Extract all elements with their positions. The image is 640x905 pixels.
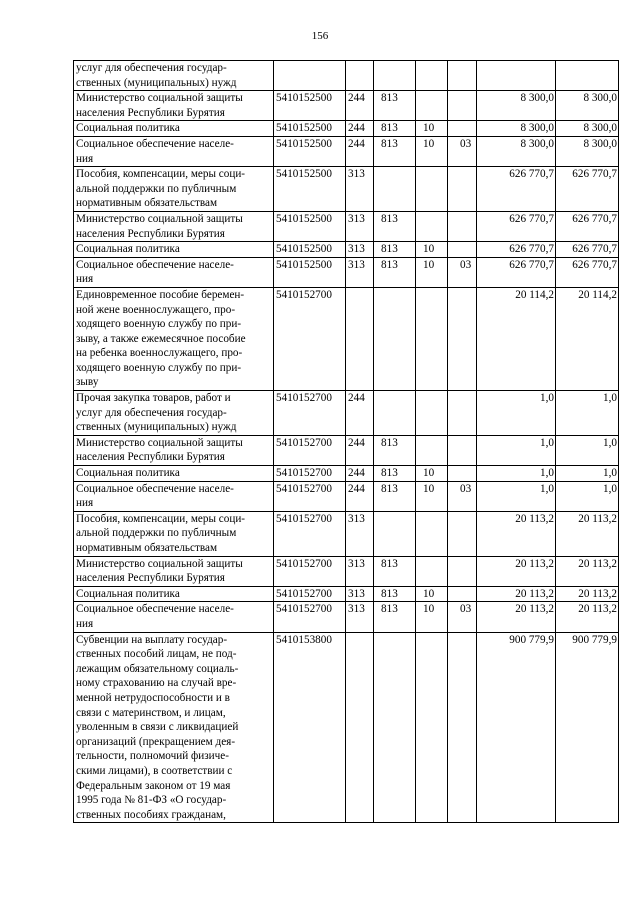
row-sum-1: 626 770,7 — [477, 211, 556, 241]
row-csr: 5410152700 — [274, 435, 346, 465]
row-vr: 244 — [346, 466, 374, 482]
row-name: Социальное обеспечение населе- ния — [74, 257, 274, 287]
row-vr: 244 — [346, 121, 374, 137]
row-csr: 5410152500 — [274, 121, 346, 137]
row-pr — [448, 91, 477, 121]
row-vr: 313 — [346, 242, 374, 258]
row-rz — [416, 211, 448, 241]
row-sum-1: 626 770,7 — [477, 257, 556, 287]
row-csr: 5410152500 — [274, 211, 346, 241]
table-row — [74, 632, 619, 823]
row-rz: 10 — [416, 466, 448, 482]
row-pr: 03 — [448, 136, 477, 166]
row-rz — [416, 61, 448, 91]
row-sum-1: 20 113,2 — [477, 511, 556, 556]
row-sum-2: 626 770,7 — [556, 167, 619, 212]
table-row — [74, 61, 619, 91]
row-grbs — [374, 287, 416, 390]
row-vr: 244 — [346, 136, 374, 166]
row-sum-1: 626 770,7 — [477, 167, 556, 212]
row-name: Социальное обеспечение населе- ния — [74, 602, 274, 632]
row-sum-1: 8 300,0 — [477, 136, 556, 166]
row-sum-1: 20 113,2 — [477, 586, 556, 602]
table-row — [74, 391, 619, 436]
row-pr — [448, 466, 477, 482]
row-grbs: 813 — [374, 556, 416, 586]
table-row — [74, 466, 619, 482]
row-name: Единовременное пособие беремен- ной жене военнослужащего, про- ходящего военную службу по при- зыву, а также ежемесячное пособие на ребенка военнослужащего, про- ходящего военную службу по при- зыву — [74, 287, 274, 390]
row-sum-2: 626 770,7 — [556, 211, 619, 241]
row-sum-2: 626 770,7 — [556, 242, 619, 258]
row-grbs — [374, 61, 416, 91]
row-sum-1: 1,0 — [477, 466, 556, 482]
row-name: Социальная политика — [74, 242, 274, 258]
row-name: Министерство социальной защиты населения Республики Бурятия — [74, 556, 274, 586]
row-csr: 5410152700 — [274, 586, 346, 602]
row-name: Прочая закупка товаров, работ и услуг для обеспечения государ- ственных (муниципальных) нужд — [74, 391, 274, 436]
row-sum-2: 626 770,7 — [556, 257, 619, 287]
row-vr — [346, 287, 374, 390]
row-grbs: 813 — [374, 121, 416, 137]
row-grbs — [374, 167, 416, 212]
row-pr — [448, 121, 477, 137]
row-rz — [416, 511, 448, 556]
row-name: услуг для обеспечения государ- ственных (муниципальных) нужд — [74, 61, 274, 91]
table-row — [74, 435, 619, 465]
row-rz: 10 — [416, 242, 448, 258]
row-grbs — [374, 391, 416, 436]
row-rz — [416, 167, 448, 212]
row-vr: 244 — [346, 435, 374, 465]
row-name: Социальное обеспечение населе- ния — [74, 136, 274, 166]
row-pr — [448, 61, 477, 91]
row-grbs — [374, 632, 416, 823]
row-vr: 313 — [346, 167, 374, 212]
table-row — [74, 586, 619, 602]
row-pr — [448, 287, 477, 390]
row-sum-1: 1,0 — [477, 481, 556, 511]
row-vr: 313 — [346, 586, 374, 602]
row-csr: 5410152700 — [274, 481, 346, 511]
row-sum-1: 1,0 — [477, 435, 556, 465]
row-rz — [416, 287, 448, 390]
row-csr: 5410153800 — [274, 632, 346, 823]
row-sum-2: 900 779,9 — [556, 632, 619, 823]
row-vr: 244 — [346, 481, 374, 511]
row-grbs: 813 — [374, 586, 416, 602]
table-row — [74, 511, 619, 556]
row-grbs: 813 — [374, 435, 416, 465]
row-grbs: 813 — [374, 602, 416, 632]
row-csr: 5410152700 — [274, 602, 346, 632]
row-csr: 5410152700 — [274, 287, 346, 390]
row-sum-1: 900 779,9 — [477, 632, 556, 823]
row-vr: 244 — [346, 391, 374, 436]
row-vr: 313 — [346, 211, 374, 241]
table-row — [74, 211, 619, 241]
row-rz — [416, 91, 448, 121]
row-sum-2: 1,0 — [556, 481, 619, 511]
row-grbs: 813 — [374, 91, 416, 121]
row-pr — [448, 167, 477, 212]
row-pr — [448, 435, 477, 465]
row-pr — [448, 211, 477, 241]
row-rz — [416, 632, 448, 823]
row-name: Министерство социальной защиты населения Республики Бурятия — [74, 211, 274, 241]
row-sum-2: 20 113,2 — [556, 511, 619, 556]
row-name: Социальная политика — [74, 586, 274, 602]
row-rz: 10 — [416, 257, 448, 287]
row-sum-2: 8 300,0 — [556, 136, 619, 166]
row-csr: 5410152700 — [274, 511, 346, 556]
row-sum-1: 20 113,2 — [477, 602, 556, 632]
row-name: Социальная политика — [74, 121, 274, 137]
row-rz: 10 — [416, 136, 448, 166]
row-pr — [448, 586, 477, 602]
row-sum-1: 20 113,2 — [477, 556, 556, 586]
row-grbs: 813 — [374, 136, 416, 166]
row-sum-2: 8 300,0 — [556, 91, 619, 121]
row-grbs — [374, 511, 416, 556]
row-sum-2: 20 113,2 — [556, 556, 619, 586]
row-csr: 5410152700 — [274, 391, 346, 436]
table-row — [74, 242, 619, 258]
row-rz — [416, 435, 448, 465]
row-pr — [448, 391, 477, 436]
table-row — [74, 602, 619, 632]
row-sum-1 — [477, 61, 556, 91]
row-grbs: 813 — [374, 242, 416, 258]
row-sum-2: 8 300,0 — [556, 121, 619, 137]
row-csr: 5410152700 — [274, 556, 346, 586]
row-sum-2: 1,0 — [556, 466, 619, 482]
row-sum-2: 1,0 — [556, 391, 619, 436]
row-name: Пособия, компенсации, меры соци- альной поддержки по публичным нормативным обязательствам — [74, 511, 274, 556]
row-csr: 5410152700 — [274, 466, 346, 482]
row-pr: 03 — [448, 602, 477, 632]
row-pr: 03 — [448, 257, 477, 287]
table-row — [74, 167, 619, 212]
table-row — [74, 287, 619, 390]
row-name: Социальная политика — [74, 466, 274, 482]
row-sum-2: 1,0 — [556, 435, 619, 465]
row-name: Пособия, компенсации, меры соци- альной поддержки по публичным нормативным обязательствам — [74, 167, 274, 212]
budget-table — [73, 60, 619, 823]
row-sum-1: 8 300,0 — [477, 91, 556, 121]
row-name: Министерство социальной защиты населения Республики Бурятия — [74, 91, 274, 121]
row-sum-1: 8 300,0 — [477, 121, 556, 137]
row-csr: 5410152500 — [274, 257, 346, 287]
row-vr — [346, 632, 374, 823]
row-name: Министерство социальной защиты населения Республики Бурятия — [74, 435, 274, 465]
row-sum-2: 20 113,2 — [556, 586, 619, 602]
row-sum-1: 20 114,2 — [477, 287, 556, 390]
row-vr: 313 — [346, 511, 374, 556]
row-vr: 313 — [346, 257, 374, 287]
row-name: Субвенции на выплату государ- ственных пособий лицам, не под- лежащим обязательному социаль- ному страхованию на случай вре- менной нетрудоспособности и в связи с материнством, и лицам, уволенным в связи с ликвидацией организаций (прекращением дея- тельности, полномочий физиче- скими лицами), в соответствии с Федеральным законом от 19 мая 1995 года № 81-ФЗ «О государ- ственных пособиях гражданам, — [74, 632, 274, 823]
row-pr: 03 — [448, 481, 477, 511]
row-pr — [448, 511, 477, 556]
table-row — [74, 136, 619, 166]
row-pr — [448, 556, 477, 586]
page-number: 156 — [311, 30, 329, 42]
table-row — [74, 257, 619, 287]
row-sum-1: 626 770,7 — [477, 242, 556, 258]
row-rz: 10 — [416, 481, 448, 511]
row-csr: 5410152500 — [274, 91, 346, 121]
row-rz — [416, 391, 448, 436]
row-csr: 5410152500 — [274, 242, 346, 258]
row-rz: 10 — [416, 602, 448, 632]
row-pr — [448, 242, 477, 258]
table-row — [74, 121, 619, 137]
row-grbs: 813 — [374, 481, 416, 511]
row-vr: 244 — [346, 91, 374, 121]
row-csr: 5410152500 — [274, 167, 346, 212]
row-grbs: 813 — [374, 211, 416, 241]
row-grbs: 813 — [374, 466, 416, 482]
row-vr: 313 — [346, 556, 374, 586]
row-rz — [416, 556, 448, 586]
table-row — [74, 556, 619, 586]
row-vr: 313 — [346, 602, 374, 632]
row-pr — [448, 632, 477, 823]
row-csr — [274, 61, 346, 91]
table-row — [74, 91, 619, 121]
row-sum-2 — [556, 61, 619, 91]
row-rz: 10 — [416, 586, 448, 602]
row-sum-2: 20 113,2 — [556, 602, 619, 632]
row-grbs: 813 — [374, 257, 416, 287]
table-row — [74, 481, 619, 511]
row-sum-1: 1,0 — [477, 391, 556, 436]
row-sum-2: 20 114,2 — [556, 287, 619, 390]
row-name: Социальное обеспечение населе- ния — [74, 481, 274, 511]
row-vr — [346, 61, 374, 91]
row-rz: 10 — [416, 121, 448, 137]
row-csr: 5410152500 — [274, 136, 346, 166]
